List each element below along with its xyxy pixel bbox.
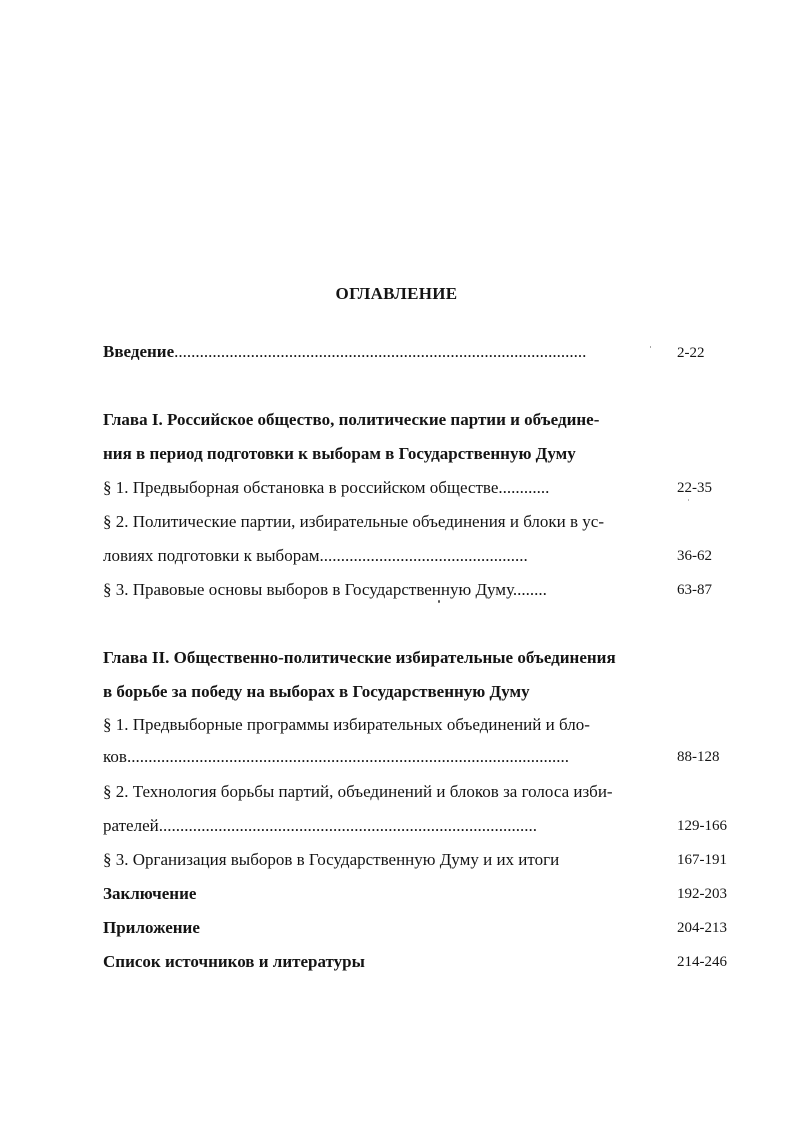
toc-entry-appendix: Приложение [103, 918, 200, 937]
toc-page-range: 204-213 [677, 920, 727, 936]
chapter-2-title-line-1: Глава II. Общественно-политические избирательные объединения [103, 648, 616, 667]
toc-entry-text: рателей [103, 816, 159, 835]
scan-speck [688, 499, 689, 501]
page-title: ОГЛАВЛЕНИЕ [335, 284, 458, 303]
toc-entry-conclusion: Заключение [103, 884, 197, 903]
toc-entry-ch2-s2-line-2 [103, 815, 537, 837]
toc-leader-dots: ........................................................................................................ [126, 747, 569, 766]
toc-entry-text: § 3. Правовые основы выборов в Государственную Думу [103, 580, 513, 599]
toc-page-range: 129-166 [677, 818, 727, 834]
toc-leader-dots: ................................................. [319, 546, 528, 565]
toc-leader-dots: ............ [498, 478, 550, 497]
chapter-1-title-line-2: ния в период подготовки к выборам в Государственную Думу [103, 444, 576, 463]
toc-page-range: 192-203 [677, 886, 727, 902]
toc-intro-label: Введение [103, 342, 175, 361]
toc-entry-ch2-s3: § 3. Организация выборов в Государственную Думу и их итоги [103, 850, 560, 869]
toc-entry-text: § 1. Предвыборная обстановка в российском обществе [103, 478, 499, 497]
toc-entry-ch1-s2-line-1: § 2. Политические партии, избирательные объединения и блоки в ус- [103, 512, 605, 531]
toc-leader-dots: ......................................................................................... [158, 816, 537, 835]
toc-leader-dots: ................................................................................................. [174, 342, 587, 361]
toc-entry-sources: Список источников и литературы [103, 952, 365, 971]
toc-page-range: 2-22 [677, 345, 705, 361]
scan-speck [650, 346, 651, 348]
toc-entry-ch2-s1-line-1: § 1. Предвыборные программы избирательных объединений и бло- [103, 715, 590, 734]
toc-entry-ch1-s1 [103, 477, 549, 499]
toc-page-range: 36-62 [677, 548, 712, 564]
toc-entry-ch1-s2-line-2 [103, 545, 528, 567]
toc-entry-ch1-s3 [103, 579, 547, 601]
toc-page-range: 63-87 [677, 582, 712, 598]
toc-entry-intro [103, 341, 586, 363]
toc-entry-ch2-s1-line-2 [103, 746, 569, 768]
toc-page-range: 22-35 [677, 480, 712, 496]
chapter-2-title-line-2: в борьбе за победу на выборах в Государственную Думу [103, 682, 530, 701]
toc-entry-ch2-s2-line-1: § 2. Технология борьбы партий, объединений и блоков за голоса изби- [103, 782, 613, 801]
chapter-1-title-line-1: Глава I. Российское общество, политические партии и объедине- [103, 410, 600, 429]
toc-page-range: 167-191 [677, 852, 727, 868]
toc-leader-dots: ........ [512, 580, 547, 599]
toc-entry-text: ловиях подготовки к выборам [103, 546, 320, 565]
toc-page-range: 214-246 [677, 954, 727, 970]
toc-page-range: 88-128 [677, 749, 720, 765]
scan-speck [438, 600, 440, 603]
toc-entry-text: ков [103, 747, 127, 766]
